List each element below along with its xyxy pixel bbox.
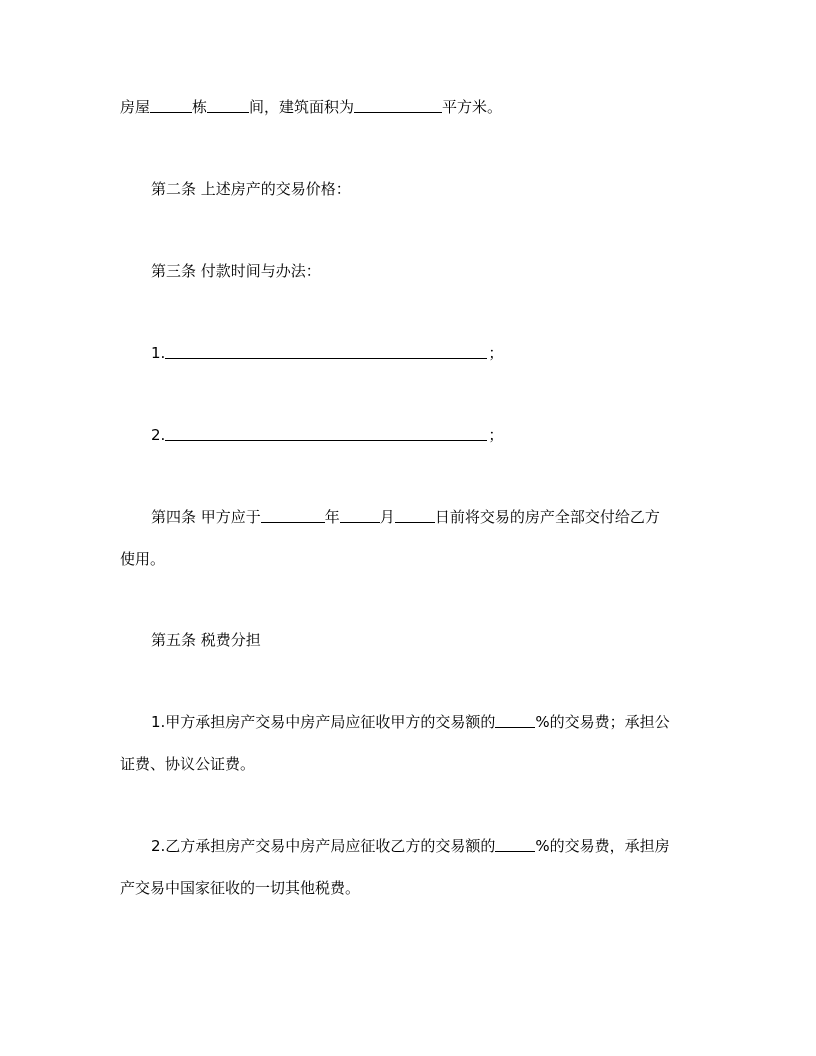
article-4-text-a: 第四条 甲方应于: [151, 508, 261, 526]
text-fangwu: 房屋: [120, 98, 151, 116]
article-3-heading: 第三条 付款时间与办法：: [151, 262, 321, 280]
room-number-blank: [207, 97, 249, 113]
tax-item-2-text-a: 2.乙方承担房产交易中房产局应征收乙方的交易额的: [151, 837, 496, 855]
article-5-heading: 第五条 税费分担: [151, 631, 261, 649]
article-4-text-d: 日前将交易的房产全部交付给乙方: [434, 508, 660, 526]
article-4-line-1: [151, 507, 660, 527]
payment-item-1-number: 1.: [151, 344, 166, 362]
tax-item-1-line-2: 证费、协议公证费。: [120, 755, 256, 773]
payment-item-2: [151, 425, 503, 445]
text-month: 月: [379, 508, 395, 526]
delivery-year-blank: [261, 507, 325, 523]
tax-item-2-percent-blank: [495, 836, 535, 852]
tax-item-2-text-b: %的交易费，承担房: [535, 837, 670, 855]
tax-item-1-line-1: [151, 712, 670, 732]
payment-item-2-end: ；: [488, 426, 504, 444]
delivery-day-blank: [395, 507, 435, 523]
payment-item-1-blank: [165, 343, 487, 359]
building-number-blank: [150, 97, 192, 113]
floor-area-blank: [354, 97, 442, 113]
text-square-meters: 平方米。: [442, 98, 503, 116]
text-year: 年: [324, 508, 340, 526]
text-area-label: 间，建筑面积为: [249, 98, 355, 116]
article-2-heading: 第二条 上述房产的交易价格：: [151, 180, 351, 198]
tax-item-1-text-a: 1.甲方承担房产交易中房产局应征收甲方的交易额的: [151, 713, 496, 731]
article-4-line-2: 使用。: [120, 550, 166, 568]
payment-item-2-number: 2.: [151, 426, 166, 444]
tax-item-1-text-b: %的交易费；承担公: [535, 713, 670, 731]
tax-item-2-line-1: [151, 836, 670, 856]
house-description-line: [120, 97, 502, 117]
payment-item-1: [151, 343, 503, 363]
payment-item-1-end: ；: [488, 344, 504, 362]
payment-item-2-blank: [165, 425, 487, 441]
tax-item-2-line-2: 产交易中国家征收的一切其他税费。: [120, 879, 361, 897]
tax-item-1-percent-blank: [495, 712, 535, 728]
delivery-month-blank: [340, 507, 380, 523]
text-dong: 栋: [192, 98, 208, 116]
